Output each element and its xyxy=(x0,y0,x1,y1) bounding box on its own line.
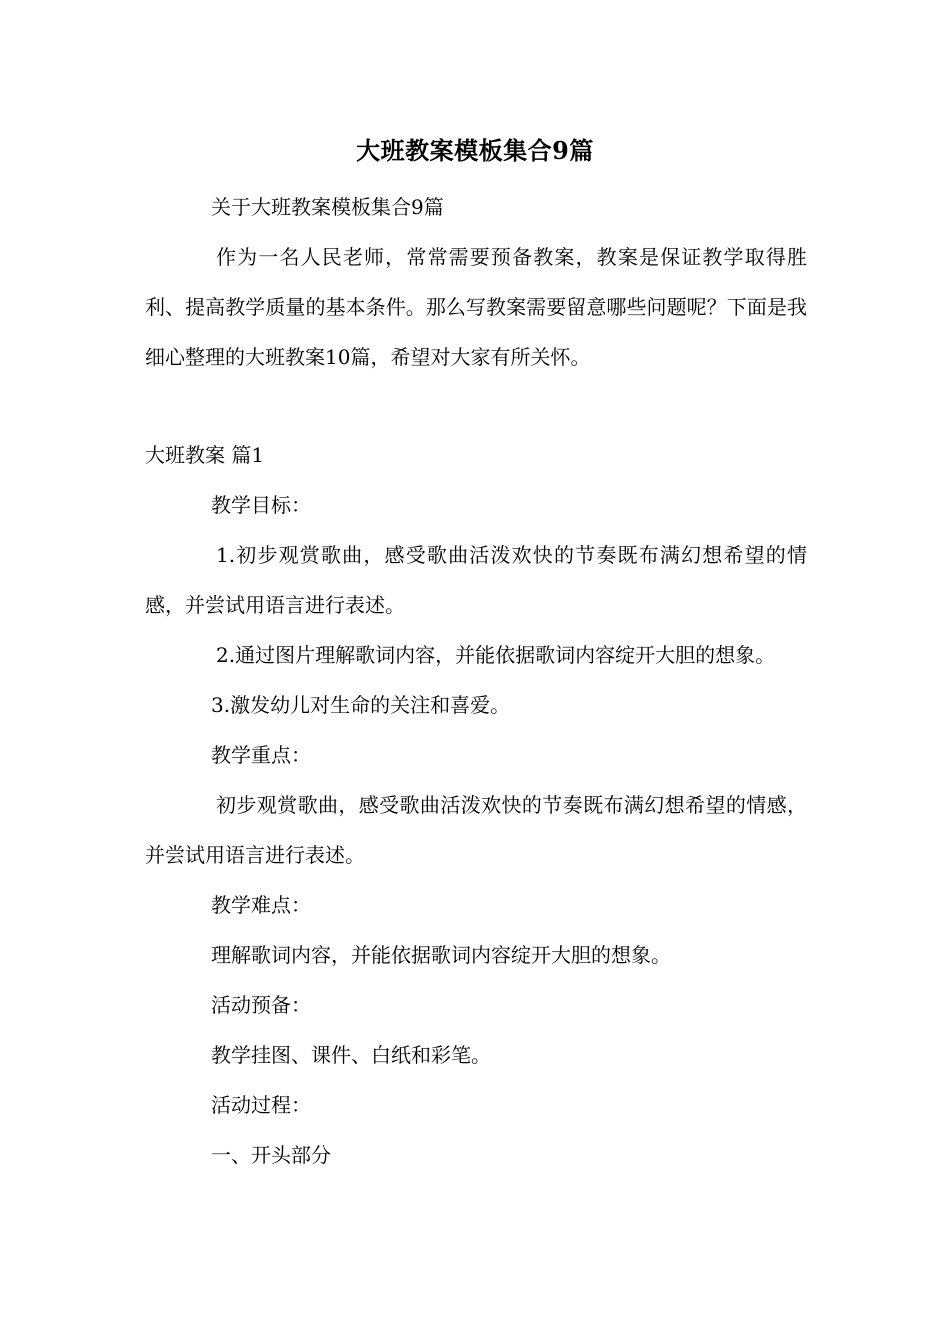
document-title: 大班教案模板集合9篇 xyxy=(356,136,594,165)
goal-item-1: 1.初步观赏歌曲，感受歌曲活泼欢快的节奏既布满幻想希望的情感，并尝试用语言进行表述。 xyxy=(145,543,807,617)
process-label: 活动过程： xyxy=(211,1093,311,1117)
teaching-goals-label: 教学目标： xyxy=(211,493,311,517)
document-body xyxy=(145,182,807,1180)
goal-item-3: 3.激发幼儿对生命的关注和喜爱。 xyxy=(211,693,511,717)
difficulties-text: 理解歌词内容，并能依据歌词内容绽开大胆的想象。 xyxy=(211,943,671,967)
process-step-1: 一、开头部分 xyxy=(211,1143,331,1167)
paragraph-spacer xyxy=(145,382,807,430)
difficulties-label: 教学难点： xyxy=(211,893,311,917)
key-points-text: 初步观赏歌曲，感受歌曲活泼欢快的节奏既布满幻想希望的情感，并尝试用语言进行表述。 xyxy=(145,793,807,867)
preparation-label: 活动预备： xyxy=(211,993,311,1017)
section-heading: 大班教案 篇1 xyxy=(145,443,265,467)
key-points-label: 教学重点： xyxy=(211,743,311,767)
subtitle-paragraph: 关于大班教案模板集合9篇 xyxy=(211,195,444,219)
goal-item-2: 2.通过图片理解歌词内容，并能依据歌词内容绽开大胆的想象。 xyxy=(216,643,776,667)
preparation-text: 教学挂图、课件、白纸和彩笔。 xyxy=(211,1043,491,1067)
intro-paragraph: 作为一名人民老师，常常需要预备教案，教案是保证教学取得胜利、提高教学质量的基本条件。那么写教案需要留意哪些问题呢？下面是我细心整理的大班教案10篇，希望对大家有所关怀。 xyxy=(145,245,807,369)
